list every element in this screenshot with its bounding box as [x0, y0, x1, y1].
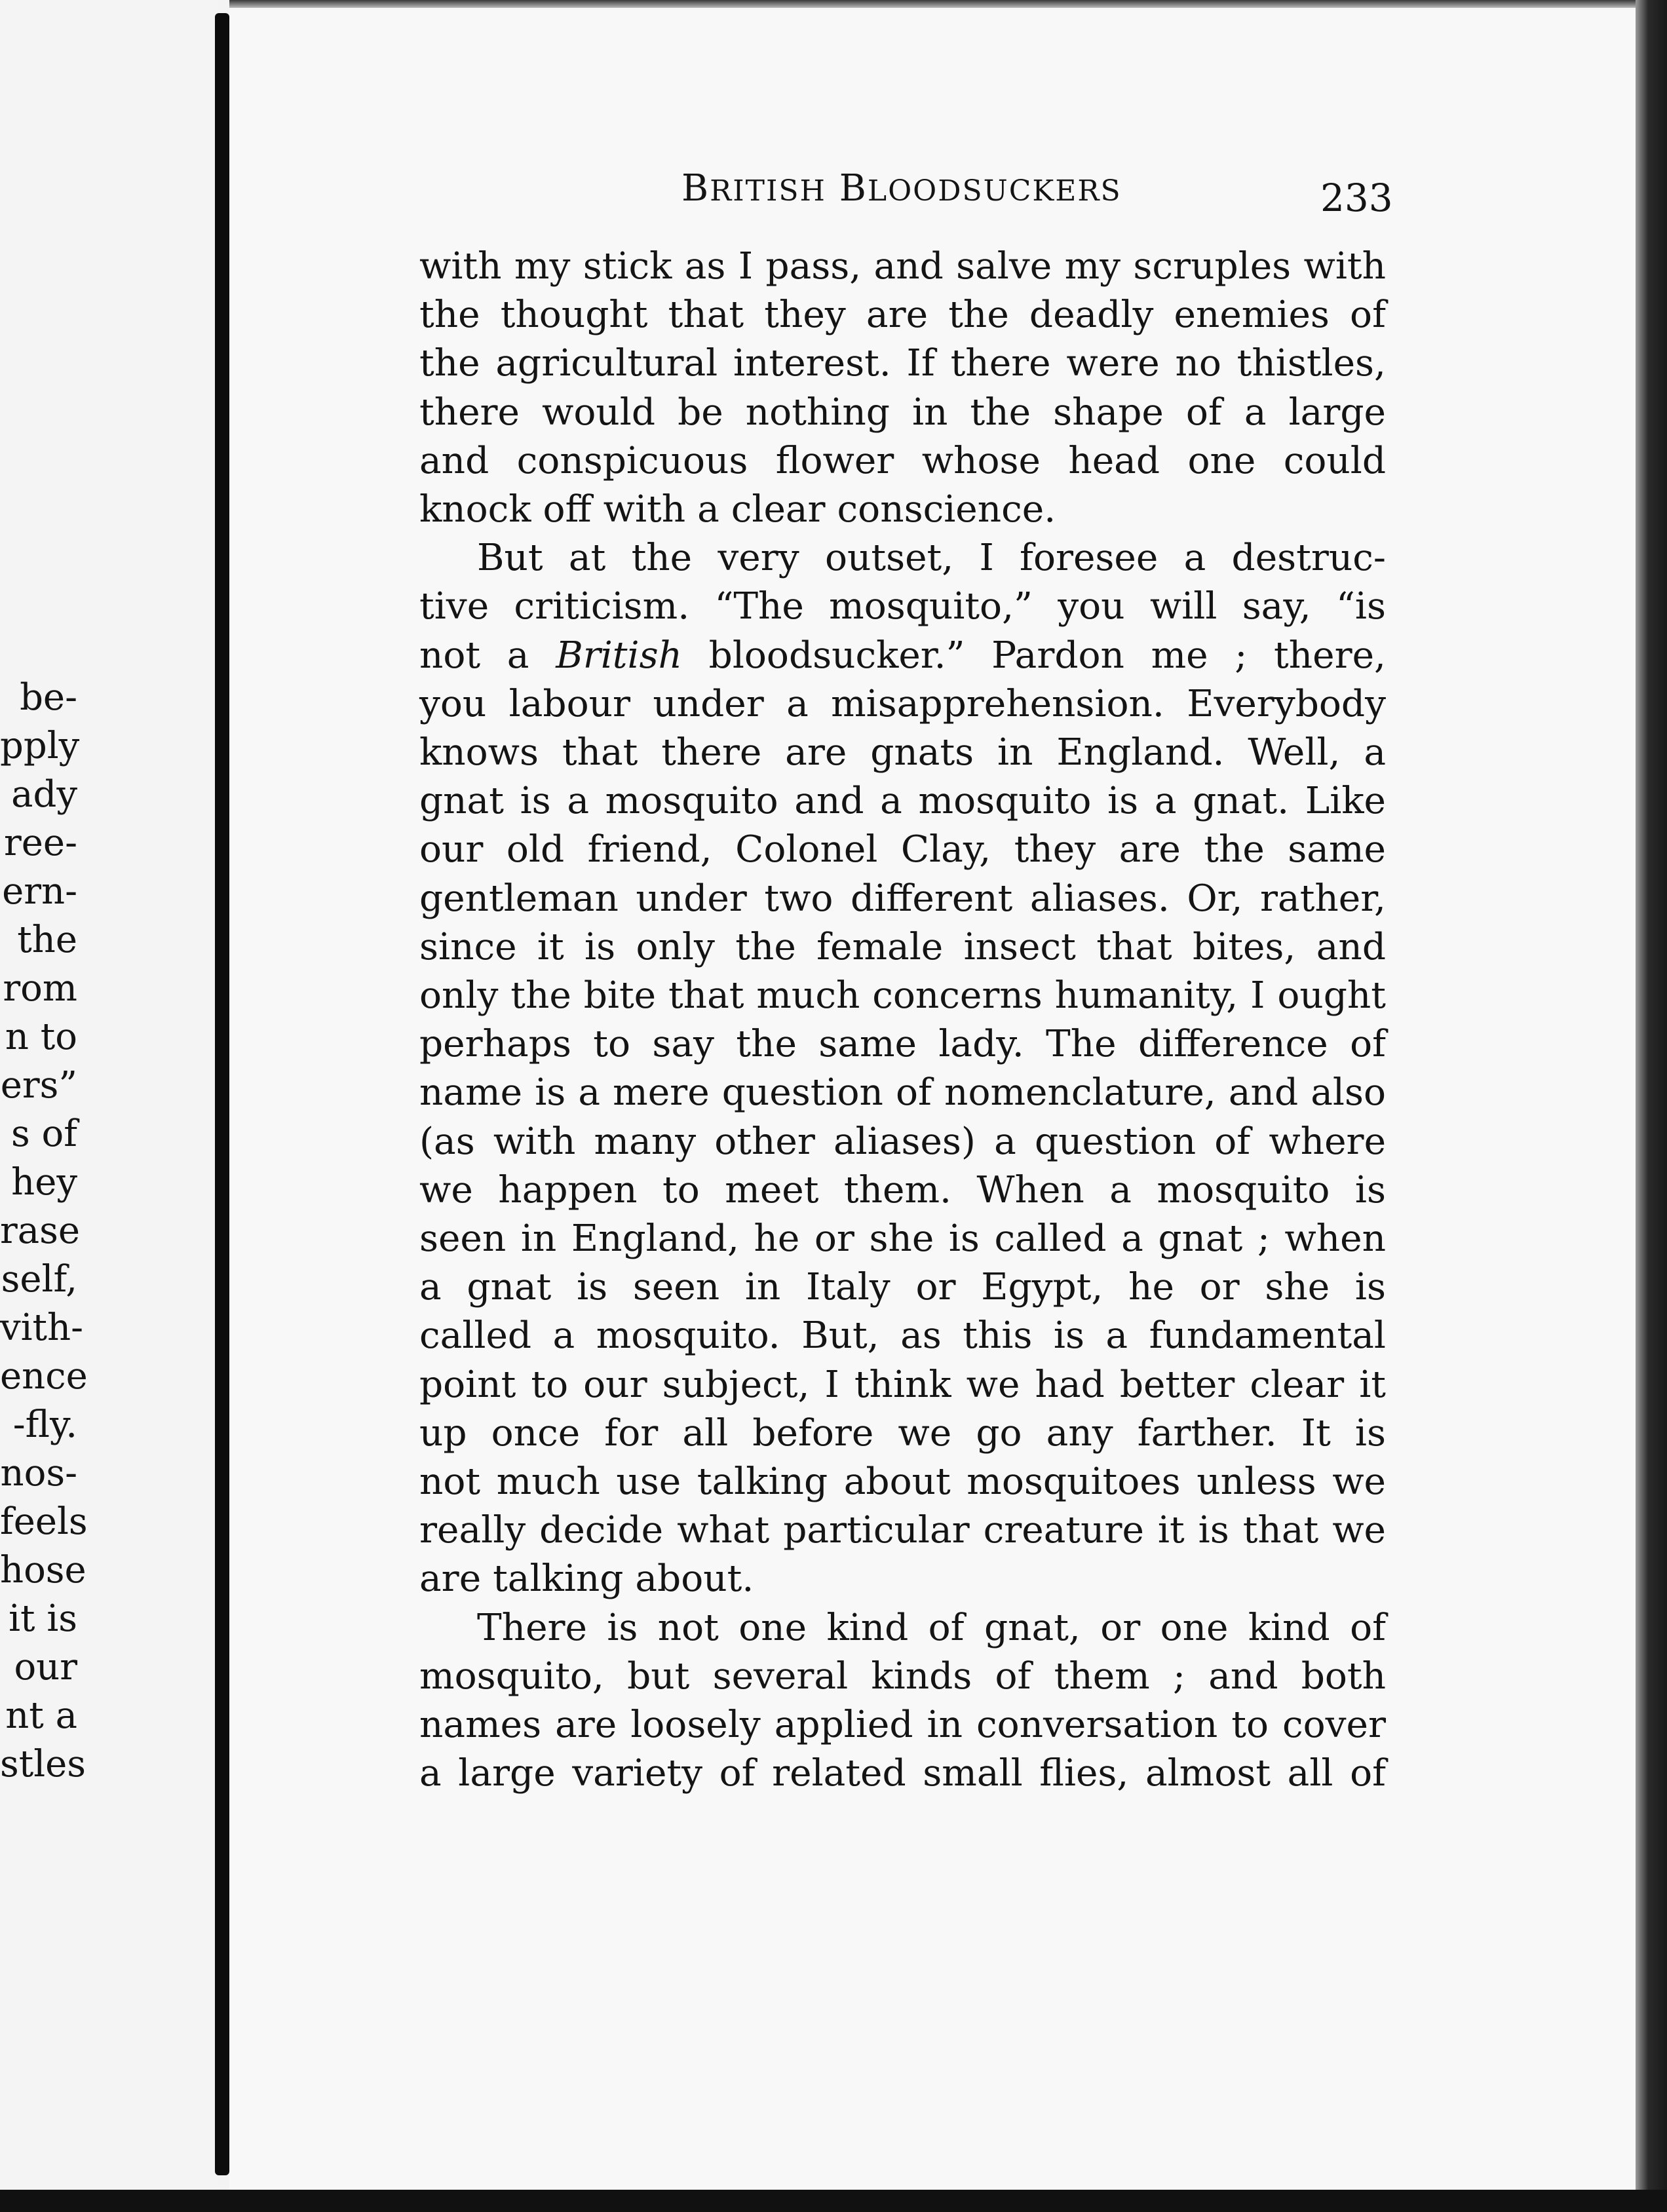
left-page-fragment: nt a	[5, 1694, 77, 1737]
left-page-fragment: hey	[11, 1161, 77, 1204]
text-line: are talking about.	[419, 1557, 754, 1601]
text-line: you labour under a misapprehension. Everybody	[419, 682, 1386, 725]
text-line: gnat is a mosquito and a mosquito is a gnat. Like	[419, 780, 1386, 823]
text-line: called a mosquito. But, as this is a fundamental	[419, 1314, 1386, 1358]
text-line: seen in England, he or she is called a gnat ; when	[419, 1217, 1386, 1261]
left-page-fragment: -fly.	[12, 1403, 77, 1446]
left-page-fragment: ady	[11, 773, 77, 816]
page-right-edge	[1636, 0, 1667, 2212]
book-spine-gutter	[215, 13, 229, 2175]
text-line: mosquito, but several kinds of them ; and both	[419, 1654, 1386, 1698]
text-line-prefix: not a	[419, 634, 556, 677]
left-page-fragment: ence	[0, 1355, 88, 1398]
left-page-fragment: nos-	[0, 1452, 77, 1495]
left-page-fragment: pply	[0, 725, 80, 767]
text-line: and conspicuous flower whose head one could	[419, 439, 1386, 482]
left-page-fragment: ree-	[4, 822, 77, 864]
left-page-fragment: s of	[11, 1113, 77, 1155]
body-text	[419, 242, 1386, 1799]
page-number: 233	[1320, 176, 1393, 220]
text-line: there would be nothing in the shape of a large	[419, 391, 1386, 434]
text-line: (as with many other aliases) a question of where	[419, 1120, 1386, 1163]
text-line: the thought that they are the deadly enemies of	[419, 294, 1386, 337]
left-page-fragment: n to	[5, 1016, 77, 1058]
text-line-with-italic	[419, 632, 1386, 680]
left-page-fragment: it is	[9, 1597, 77, 1640]
text-line: knock off with a clear conscience.	[419, 488, 1056, 531]
text-line: really decide what particular creature it is that we	[419, 1509, 1386, 1552]
text-line: our old friend, Colonel Clay, they are the same	[419, 828, 1386, 871]
text-line-rest: bloodsucker.” Pardon me ; there,	[708, 634, 1386, 677]
text-line: the agricultural interest. If there were no thistles,	[419, 342, 1386, 385]
left-page	[0, 0, 220, 2212]
running-head-small-caps: RITISH	[710, 174, 826, 208]
left-page-fragment: rom	[3, 967, 77, 1010]
text-line: perhaps to say the same lady. The difference of	[419, 1023, 1386, 1066]
page-bottom-edge	[0, 2190, 1667, 2212]
text-line: name is a mere question of nomenclature, and also	[419, 1071, 1386, 1115]
text-line: knows that there are gnats in England. Well, a	[419, 731, 1386, 774]
text-line: tive criticism. “The mosquito,” you will say, “is	[419, 585, 1386, 628]
left-page-fragment: hose	[0, 1549, 86, 1592]
text-line: a large variety of related small flies, almost all of	[419, 1752, 1386, 1795]
running-head-title	[681, 167, 1122, 210]
text-line: a gnat is seen in Italy or Egypt, he or she is	[419, 1266, 1386, 1309]
text-line: only the bite that much concerns humanity, I ought	[419, 974, 1386, 1018]
text-line: with my stick as I pass, and salve my scruples with	[419, 245, 1386, 288]
left-page-fragment: vith-	[0, 1306, 84, 1349]
text-line: gentleman under two different aliases. Or, rather,	[419, 877, 1386, 920]
text-line: names are loosely applied in conversation to cover	[419, 1704, 1386, 1747]
text-line: not much use talking about mosquitoes unless we	[419, 1460, 1386, 1504]
left-page-fragment: self,	[1, 1258, 77, 1301]
text-line: up once for all before we go any farther. It is	[419, 1411, 1386, 1455]
text-line: since it is only the female insect that bites, and	[419, 925, 1386, 968]
left-page-fragment: ern-	[2, 870, 77, 913]
left-page-fragment: feels	[0, 1500, 88, 1543]
left-page-fragment: stles	[0, 1743, 86, 1785]
running-head-cap: B	[681, 167, 710, 210]
left-page-fragment: be-	[20, 676, 77, 719]
text-line: There is not one kind of gnat, or one kind of	[477, 1606, 1386, 1649]
text-line: But at the very outset, I foresee a destruc-	[477, 537, 1386, 580]
left-page-fragment: the	[17, 919, 77, 961]
text-line: we happen to meet them. When a mosquito is	[419, 1168, 1386, 1211]
left-page-fragment: rase	[0, 1210, 81, 1252]
running-head-cap: B	[839, 167, 868, 210]
running-head-small-caps: LOODSUCKERS	[867, 174, 1122, 208]
text-line: point to our subject, I think we had better clear it	[419, 1363, 1386, 1406]
italic-word: British	[556, 634, 682, 677]
left-page-fragment: our	[14, 1646, 77, 1688]
left-page-fragment: ers”	[0, 1064, 77, 1107]
